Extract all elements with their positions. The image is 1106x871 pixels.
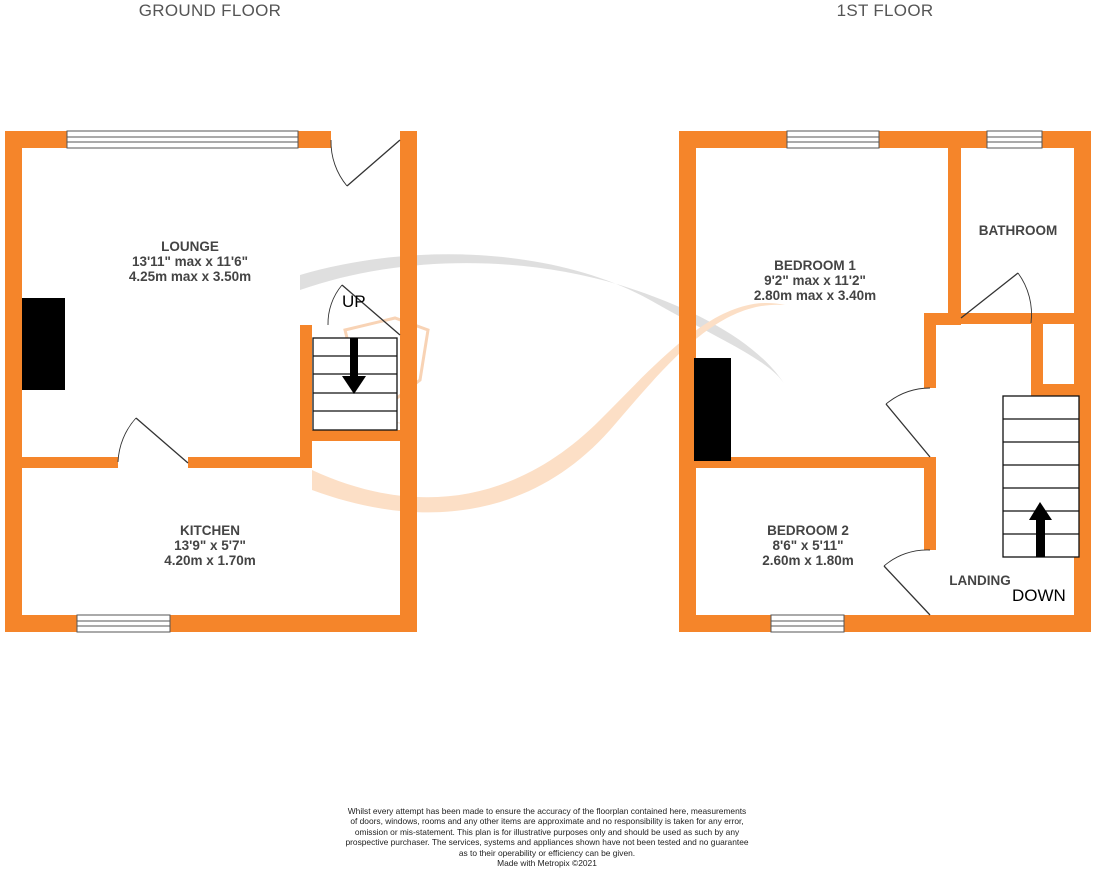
room-label-landing (940, 573, 1020, 588)
room-label-kitchen (120, 523, 300, 568)
front-door-swing (331, 140, 347, 186)
disclaimer-line: Whilst every attempt has been made to ensure the accuracy of the floorplan contained here, measurements (347, 806, 747, 816)
room-dim-metric: 4.25m max x 3.50m (128, 269, 252, 284)
ground-floor-title: GROUND FLOOR (138, 1, 282, 20)
room-label-bathroom (962, 223, 1074, 238)
disclaimer-line: prospective purchaser. The services, systems and appliances shown have not been tested and no guarantee (345, 837, 749, 848)
room-name: LANDING (949, 573, 1011, 588)
kitchen-door-leaf (136, 418, 188, 463)
disclaimer-line: of doors, windows, rooms and any other items are approximate and no responsibility is taken for any error, (350, 816, 744, 827)
room-label-bedroom-2 (718, 523, 898, 568)
bathroom-door-leaf (961, 273, 1018, 318)
stairs-down-label: DOWN (1012, 586, 1066, 605)
ground-chimney-breast (22, 298, 65, 390)
room-label-bedroom-1 (725, 258, 905, 303)
room-dim-imperial: 13'11" max x 11'6" (131, 254, 249, 269)
disclaimer-credit: Made with Metropix ©2021 (497, 858, 597, 869)
first-window-bedroom2 (771, 615, 844, 632)
disclaimer (326, 806, 768, 868)
first-floor-title: 1ST FLOOR (836, 1, 934, 20)
room-dim-imperial: 9'2" max x 11'2" (764, 273, 866, 288)
room-name: KITCHEN (180, 523, 240, 538)
ground-window-bottom (77, 615, 170, 632)
stairs-up-label: UP (342, 292, 366, 311)
room-name: BEDROOM 1 (774, 258, 856, 273)
first-window-bathroom (987, 131, 1042, 148)
room-dim-metric: 4.20m x 1.70m (164, 553, 256, 568)
first-chimney-breast (694, 358, 731, 461)
kitchen-door-swing (118, 418, 136, 462)
room-dim-metric: 2.80m max x 3.40m (753, 288, 877, 303)
room-dim-imperial: 13'9" x 5'7" (174, 538, 246, 553)
disclaimer-line: as to their operability or efficiency can be given. (458, 847, 636, 858)
first-window-bedroom1 (787, 131, 879, 148)
room-name: BATHROOM (978, 223, 1058, 238)
room-dim-imperial: 8'6" x 5'11" (772, 538, 844, 553)
front-door-leaf (347, 140, 400, 186)
bedroom1-door-swing (886, 388, 930, 404)
room-label-lounge (100, 239, 280, 284)
disclaimer-line: omission or mis-statement. This plan is for illustrative purposes only and should be used as such by any (354, 826, 740, 837)
room-dim-metric: 2.60m x 1.80m (762, 553, 854, 568)
room-name: LOUNGE (161, 239, 219, 254)
room-name: BEDROOM 2 (767, 523, 849, 538)
bedroom1-door-leaf (886, 404, 930, 457)
ground-window-top (67, 131, 298, 148)
stair-door-swing (328, 285, 342, 325)
bedroom2-door-leaf (884, 566, 930, 615)
